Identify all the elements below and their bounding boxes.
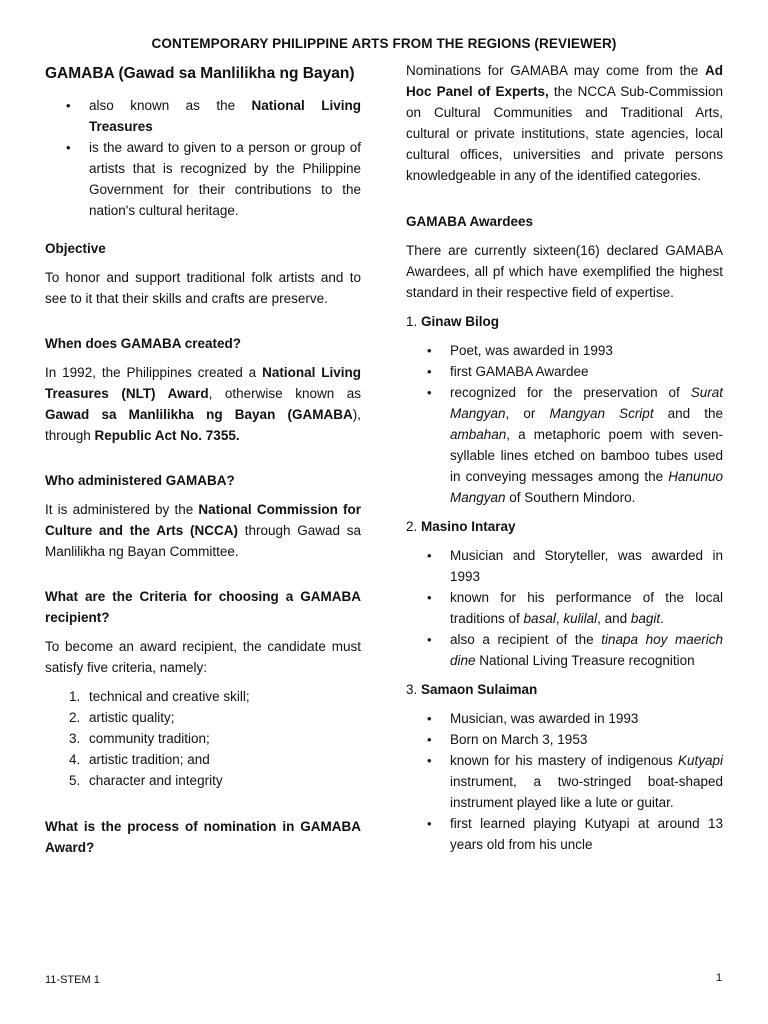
list-item: • known for his performance of the local traditions of basal, kulilal, and bagit. bbox=[406, 587, 723, 629]
left-column bbox=[45, 60, 361, 858]
main-heading: GAMABA (Gawad sa Manlilikha ng Bayan) bbox=[45, 65, 355, 82]
criteria-list bbox=[45, 686, 361, 791]
awardee-3-heading: 3. Samaon Sulaiman bbox=[406, 682, 538, 697]
list-item: • Musician, was awarded in 1993 bbox=[406, 708, 723, 729]
list-item: 3. community tradition; bbox=[69, 731, 210, 746]
list-item: • Poet, was awarded in 1993 bbox=[406, 340, 723, 361]
list-item: 4. artistic tradition; and bbox=[69, 752, 210, 767]
awardee-2-heading: 2. Masino Intaray bbox=[406, 519, 516, 534]
nomination-text: Nominations for GAMABA may come from the Ad Hoc Panel of Experts, the NCCA Sub-Commission on Cultural Communities and Traditional Arts, cultural or private institutions, state agencies, local cultural offices, universities and private persons knowledgeable in any of the identified categories. bbox=[406, 63, 724, 183]
right-column bbox=[406, 60, 723, 855]
list-item: • Born on March 3, 1953 bbox=[406, 729, 723, 750]
list-item: 5. character and integrity bbox=[69, 773, 223, 788]
list-item: • is the award to given to a person or group of artists that is recognized by the Philippine Government for their contributions to the nation's cultural heritage. bbox=[45, 137, 361, 221]
awardees-text: There are currently sixteen(16) declared GAMABA Awardees, all pf which have exemplified the highest standard in their respective field of expertise. bbox=[406, 243, 723, 300]
criteria-text: To become an award recipient, the candidate must satisfy five criteria, namely: bbox=[45, 639, 361, 675]
intro-bullet-list bbox=[45, 95, 361, 221]
list-item: • first learned playing Kutyapi at around 13 years old from his uncle bbox=[406, 813, 723, 855]
list-item: • first GAMABA Awardee bbox=[406, 361, 723, 382]
awardee-1-list bbox=[406, 340, 723, 508]
list-item: • known for his mastery of indigenous Kutyapi instrument, a two-stringed boat-shaped instrument played like a lute or guitar. bbox=[406, 750, 723, 813]
created-heading: When does GAMABA created? bbox=[45, 336, 242, 351]
awardee-3-list bbox=[406, 708, 723, 855]
footer-section-label: 11-STEM 1 bbox=[45, 974, 100, 986]
list-item: • recognized for the preservation of Surat Mangyan, or Mangyan Script and the ambahan, a metaphoric poem with seven-syllable lines etched on bamboo tubes used in conveying messages among the Hanunuo Mangyan of Southern Mindoro. bbox=[406, 382, 723, 508]
page-number: 1 bbox=[716, 972, 723, 984]
list-item: • Musician and Storyteller, was awarded in 1993 bbox=[406, 545, 723, 587]
list-item: 1. technical and creative skill; bbox=[69, 689, 250, 704]
awardee-1-heading: 1. Ginaw Bilog bbox=[406, 314, 500, 329]
awardees-heading: GAMABA Awardees bbox=[406, 214, 534, 229]
list-item: • also known as the National Living Treasures bbox=[45, 95, 361, 137]
administered-heading: Who administered GAMABA? bbox=[45, 473, 235, 488]
list-item: 2. artistic quality; bbox=[69, 710, 175, 725]
document-title: CONTEMPORARY PHILIPPINE ARTS FROM THE REGIONS (REVIEWER) bbox=[151, 36, 617, 51]
created-text: In 1992, the Philippines created a National Living Treasures (NLT) Award, otherwise known as Gawad sa Manlilikha ng Bayan (GAMABA), through Republic Act No. 7355. bbox=[45, 365, 362, 443]
awardee-2-list bbox=[406, 545, 723, 671]
list-item: • also a recipient of the tinapa hoy maerich dine National Living Treasure recognition bbox=[406, 629, 723, 671]
process-heading: What is the process of nomination in GAMABA Award? bbox=[45, 819, 361, 855]
administered-text: It is administered by the National Commission for Culture and the Arts (NCCA) through Gawad sa Manlilikha ng Bayan Committee. bbox=[45, 502, 362, 559]
objective-text: To honor and support traditional folk artists and to see to it that their skills and crafts are preserve. bbox=[45, 270, 361, 306]
criteria-heading: What are the Criteria for choosing a GAMABA recipient? bbox=[45, 589, 361, 625]
objective-heading: Objective bbox=[45, 241, 106, 256]
